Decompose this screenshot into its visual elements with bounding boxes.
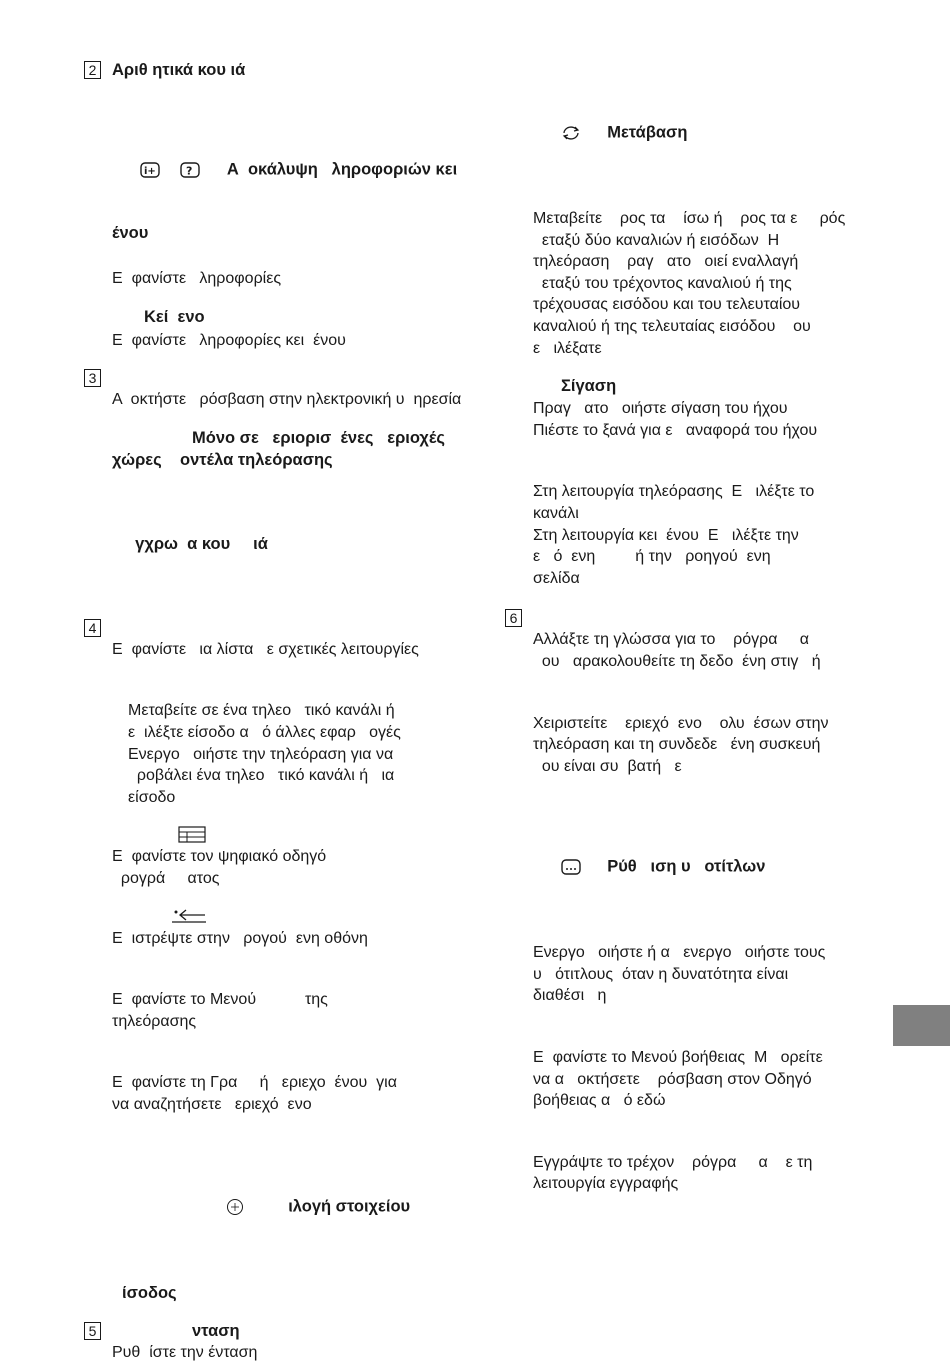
back-text: Ε ιστρέψτε στην ρογού ενη οθόνη (112, 928, 464, 950)
control-item (533, 713, 885, 778)
section-number: 6 (505, 609, 522, 627)
guide-grid-icon (178, 826, 206, 844)
region-note: Μόνο σε εριορισ ένες εριοχές χώρες οντέλα τηλεόρασης (112, 427, 464, 471)
input-select-icon (226, 1154, 263, 1260)
text-item-desc (112, 330, 464, 352)
prog-item (533, 481, 885, 589)
menu-item (112, 989, 464, 1032)
info-heading-text: Α οκάλυψη ληροφοριών κει ένου (112, 160, 466, 242)
guide-text: Ε φανίστε τον ψηφιακό οδηγό ρογρά ατος (112, 846, 464, 889)
select-heading-text: ιλογή στοιχείου (288, 1197, 410, 1215)
info-button-icon (140, 118, 177, 222)
left-column (84, 58, 464, 1363)
control-text: Χειριστείτε εριεχό ενο ολυ έσων στην τηλεόραση και τη συνδεδε ένη συσκευή ου είναι συ βατή ε (533, 713, 885, 778)
guide-item (112, 846, 464, 889)
svg-text:i+: i+ (144, 166, 156, 177)
subtitle-heading-text: Ρύθ ιση υ οτίτλων (607, 858, 765, 876)
svg-text:?: ? (186, 165, 192, 178)
jump-cycle-icon (561, 81, 598, 185)
select-subheading: ίσοδος (122, 1282, 464, 1304)
help-text: Ε φανίστε το Μενού βοήθειας Μ ορείτε να α οκτήσετε ρόσβαση στον Οδηγό βοήθειας α ό εδώ (533, 1047, 885, 1112)
options-text: Ε φανίστε ια λίστα ε σχετικές λειτουργίες (112, 639, 464, 661)
back-icon-row (172, 908, 464, 928)
right-column (505, 58, 885, 1195)
jump-text: Μεταβείτε ρος τα ίσω ή ρος τα ε ρός εταξύ δύο καναλιών ή εισόδων Η τηλεόραση ραγ ατο οιεί εναλλαγή εταξύ του τρέχοντος καναλιού ή της τρέχουσας εισόδου και του τελευταίου καναλιού ή της τελευταίας εισόδου ου ε ιλέξατε (533, 208, 885, 359)
side-tab-marker (893, 1005, 950, 1046)
section-5 (84, 1320, 464, 1342)
mute-text: Πραγ ατο οιήστε σίγαση του ήχου Πιέστε το ξανά για ε αναφορά του ήχου (533, 398, 885, 441)
jump-heading-text: Μετάβαση (607, 123, 687, 141)
colored-buttons-heading: γχρω α κου ιά (126, 533, 464, 555)
tv-text: Μεταβείτε σε ένα τηλεο τικό κανάλι ή ε ιλέξτε είσοδο α ό άλλες εφαρ ογές Ενεργο οιήστε την τηλεόραση για να ροβάλει ένα τηλεο τικό κανάλι ή ια είσοδο (128, 700, 464, 808)
section-number: 3 (84, 369, 101, 387)
rec-item (533, 1152, 885, 1195)
audio-text: Αλλάξτε τη γλώσσα για το ρόγρα α ου αρακολουθείτε τη δεδο ένη στιγ ή (533, 629, 885, 672)
section-number: 5 (84, 1322, 101, 1340)
section-3 (84, 367, 464, 389)
text-text: Ε φανίστε ληροφορίες κει ένου (112, 330, 464, 352)
search-text: Ε φανίστε τη Γρα ή εριεχο ένου για να αναζητήσετε εριεχό ενο (112, 1072, 464, 1115)
mute-heading: Σίγαση (561, 375, 885, 397)
options-item (112, 639, 464, 661)
subtitle-heading (533, 793, 885, 941)
volume-heading: νταση (192, 1320, 464, 1342)
section-2 (84, 58, 464, 118)
rec-text: Εγγράψτε το τρέχον ρόγρα α ε τη λειτουργία εγγραφής (533, 1152, 885, 1195)
volume-item (112, 1342, 464, 1363)
info-item (112, 96, 464, 290)
subtitle-item (533, 793, 885, 1007)
subtitle-icon (561, 815, 598, 919)
mute-item (533, 375, 885, 441)
section-number: 4 (84, 619, 101, 637)
help-item (533, 1047, 885, 1112)
search-item (112, 1072, 464, 1115)
jump-heading (533, 58, 885, 207)
subtitle-text: Ενεργο οιήστε ή α ενεργο οιήστε τους υ ότιτλους όταν η δυνατότητα είναι διαθέσι η (533, 942, 885, 1007)
text-heading: Κεί ενο (144, 306, 464, 328)
back-arrow-icon (172, 908, 208, 924)
section-number: 2 (84, 61, 101, 79)
select-heading (112, 1132, 464, 1282)
select-item (112, 1132, 464, 1304)
jump-item (533, 58, 885, 359)
info-text: Ε φανίστε ληροφορίες (112, 268, 464, 290)
audio-item (533, 629, 885, 672)
question-icon (180, 118, 217, 222)
volume-text: Ρυθ ίστε την ένταση (112, 1342, 464, 1363)
section-4 (84, 617, 464, 639)
online-service (112, 389, 464, 471)
info-heading (112, 96, 464, 266)
section-6 (505, 607, 885, 629)
guide-icon-row (178, 826, 464, 846)
colored-buttons (112, 533, 464, 555)
prog-text: Στη λειτουργία τηλεόρασης Ε ιλέξτε το κανάλι Στη λειτουργία κει ένου Ε ιλέξτε την ε ό ενη ή την ροηγού ενη σελίδα (533, 481, 885, 589)
online-service-text: Α οκτήστε ρόσβαση στην ηλεκτρονική υ ηρεσία (112, 389, 464, 411)
back-item (112, 928, 464, 950)
tv-item (128, 700, 464, 808)
section-title: Αριθ ητικά κου ιά (112, 58, 464, 81)
text-item (144, 306, 464, 328)
menu-text: Ε φανίστε το Μενού της τηλεόρασης (112, 989, 464, 1032)
